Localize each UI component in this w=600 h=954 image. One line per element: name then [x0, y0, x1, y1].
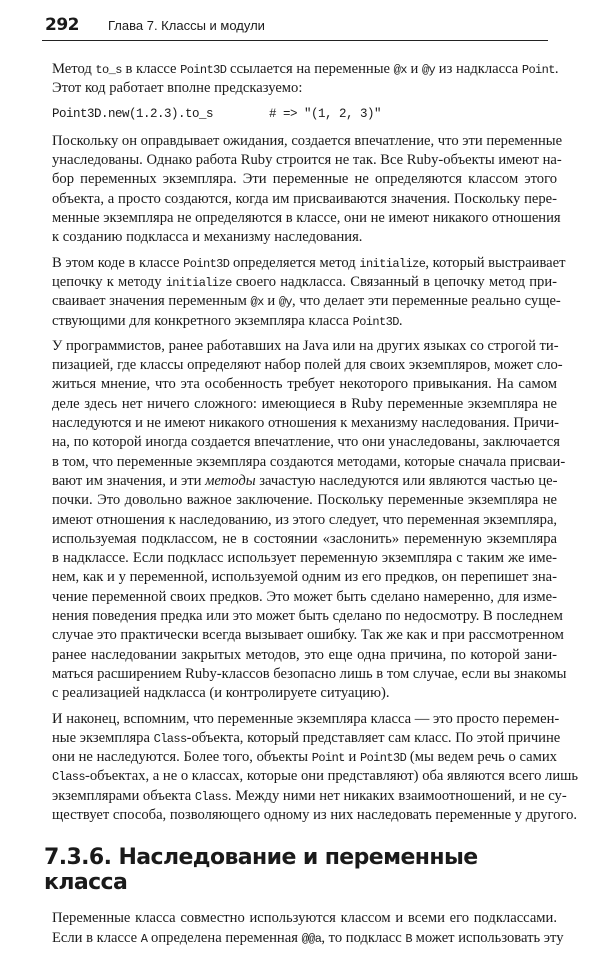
text: ществует способа, позволяющего одному из них наследовать переменные у другого.	[52, 806, 578, 823]
text: используемая подклассом, не в состоянии «заслонить» переменную экземпляра	[52, 530, 557, 547]
text: имеют отношения к наследованию, из этого следует, что переменная экземпляра,	[52, 511, 558, 528]
text: Этот код работает вполне предсказуемо:	[52, 80, 303, 97]
inline-code: @y	[421, 63, 436, 77]
paragraph	[52, 337, 567, 704]
text: деле здесь нет ничего сложного: имеющиеся в Ruby переменные экземпляра не	[52, 395, 557, 412]
inline-code: initialize	[165, 275, 232, 290]
text-line	[52, 767, 579, 786]
text: (мы ведем речь о самих	[406, 749, 557, 766]
text: бор переменных экземпляра. Эти переменные не определяются классом этого	[52, 171, 557, 188]
paragraph	[52, 132, 563, 248]
section-heading: 7.3.6. Наследование и переменные класса	[44, 845, 478, 896]
text-line	[52, 787, 567, 806]
text-line	[52, 748, 557, 767]
text: Поскольку он оправдывает ожидания, создается впечатление, что эти переменные	[52, 132, 563, 149]
text: в классе	[121, 61, 181, 77]
text: сваивает значения переменным	[52, 293, 251, 310]
paragraph	[52, 254, 566, 331]
text-line	[52, 665, 567, 684]
inline-code: Class	[194, 789, 228, 804]
text-line	[52, 472, 557, 491]
text-line	[52, 414, 557, 433]
inline-code: @y	[278, 295, 293, 310]
text: из надкласса	[435, 61, 522, 77]
text: почки. Это довольно важное заключение. Поскольку переменные экземпляра не	[52, 492, 557, 509]
text-line	[52, 729, 561, 748]
inline-code: Point	[311, 751, 345, 766]
inline-code: to_s	[95, 63, 122, 77]
chapter-title: Глава 7. Классы и модули	[108, 18, 265, 33]
text: ствующими для конкретного экземпляра класса	[52, 312, 353, 329]
text: в надклассе. Если подкласс использует переменную экземпляра с таким же име-	[52, 550, 557, 567]
text-line	[52, 549, 557, 568]
text-line	[52, 132, 563, 151]
text-line	[52, 710, 560, 729]
text: унаследованы. Однако работа Ruby строится не так. Все Ruby-объекты имеют на-	[52, 152, 562, 169]
text: нения поведения предка или это может быть сделано по недосмотру. В последнем	[52, 608, 563, 625]
inline-code: @@a	[301, 931, 322, 946]
text: нем, как и у переменной, используемой одним из его предков, он перепишет зна-	[52, 569, 557, 586]
text: .	[554, 61, 559, 77]
text: может использовать эту	[411, 929, 564, 946]
text-line	[52, 79, 557, 98]
inline-code: Point3D	[183, 256, 230, 271]
text-line	[52, 530, 557, 549]
paragraph	[52, 710, 579, 826]
text: маться расширением Ruby-классов безопасно лишь в том случае, если вы знакомы	[52, 665, 567, 682]
text: на, по которой иногда создается впечатление, что они унаследованы, заключается	[52, 434, 561, 451]
inline-code: B	[405, 931, 412, 946]
text-line	[52, 491, 557, 510]
inline-code: A	[140, 931, 148, 946]
text-line	[52, 909, 557, 928]
inline-code: Point3D	[180, 63, 227, 77]
text: зачастую наследуются или являются частью це-	[255, 472, 558, 489]
text: случае это практически всегда вызывает ошибку. Так же как и при рассмотренном	[52, 627, 564, 644]
text-line	[52, 273, 557, 292]
text-line	[52, 254, 566, 273]
page-body	[44, 60, 579, 954]
text-line	[52, 190, 557, 209]
text: объекта, а просто создаются, когда им присваиваются значения. Поскольку пере-	[52, 190, 557, 207]
inline-code: Point	[521, 63, 555, 77]
text: и	[406, 61, 422, 77]
text-line	[52, 337, 557, 356]
text: наследуются и не имеют никакого отношения к механизму наследования. Причи-	[52, 415, 559, 432]
text-line	[52, 453, 566, 472]
text-line	[52, 395, 557, 414]
text-line	[52, 312, 557, 331]
text-line	[52, 626, 564, 645]
text: ные экземпляра	[52, 729, 154, 746]
page-number: 292	[45, 15, 79, 35]
text-line	[52, 60, 557, 79]
text: житься мнение, что эта особенность требует некоторого привыкания. На самом	[52, 376, 557, 393]
text: . Между ними нет никаких взаимоотношений, и не су-	[227, 787, 567, 804]
text: пизацией, где классы определяют набор полей для своих экземпляров, может сло-	[52, 357, 563, 374]
text: в том, что переменные экземпляра создаются методами, которые сначала присваи-	[52, 453, 566, 470]
running-header	[42, 12, 548, 41]
paragraph	[52, 909, 564, 948]
text: вают им значения, и эти	[52, 472, 206, 489]
text: цепочку к методу	[52, 273, 166, 290]
text-line	[52, 292, 561, 311]
text: В этом коде в классе	[52, 254, 184, 271]
text: и	[344, 749, 360, 766]
text-line	[52, 151, 562, 170]
text-line	[52, 375, 557, 394]
text: они не наследуются. Более того, объекты	[52, 749, 312, 766]
text: определяется метод	[229, 254, 360, 271]
inline-code: Point3D	[359, 751, 407, 766]
text-line	[52, 356, 563, 375]
text-line	[52, 806, 578, 825]
text: экземплярами объекта	[52, 787, 195, 804]
inline-code: initialize	[359, 256, 426, 271]
text: Если в классе	[52, 929, 141, 946]
text: менные экземпляра не определяются в классе, они не имеют никакого отношения	[52, 210, 561, 227]
text: и	[263, 293, 279, 310]
text: своего надкласса. Связанный в цепочку метод при-	[231, 273, 557, 290]
inline-code: Class	[153, 731, 187, 746]
text: У программистов, ранее работавших на Java или на других языках со строгой ти-	[52, 337, 559, 354]
inline-code: Class	[52, 770, 86, 785]
text: -объекта, который представляет сам класс. По этой причине	[186, 729, 561, 746]
text: ссылается на переменные	[226, 61, 394, 77]
inline-code: @x	[250, 295, 264, 310]
code-example: Point3D.new(1.2.3).to_s # => "(1, 2, 3)"	[52, 106, 382, 121]
text: чение переменной своих предков. Это может быть сделано намеренно, для изме-	[52, 588, 557, 605]
text-line	[52, 433, 561, 452]
text: .	[398, 312, 403, 329]
text: И наконец, вспомним, что переменные экземпляра класса — это просто перемен-	[52, 710, 560, 727]
text: , который выстраивает	[425, 254, 566, 271]
emphasis: методы	[205, 472, 256, 489]
text-line	[52, 228, 557, 247]
text: определена переменная	[147, 929, 302, 946]
text-line	[52, 511, 557, 530]
text-line	[52, 209, 561, 228]
text: Переменные класса совместно используются классом и всеми его подклассами.	[52, 910, 557, 927]
text: Метод	[52, 61, 96, 77]
text-line	[52, 607, 563, 626]
text: -объектах, а не о классах, которые они представляют) оба являются всего лишь	[85, 768, 579, 785]
text: к созданию подкласса и механизму наследования.	[52, 229, 363, 246]
text: с реализацией надкласса (и контролируете ситуацию).	[52, 685, 390, 702]
text-line	[52, 588, 557, 607]
inline-code: @x	[393, 63, 407, 77]
paragraph	[52, 60, 557, 99]
text-line	[52, 929, 564, 948]
inline-code: Point3D	[352, 314, 399, 329]
text: ранее наследовании закрытых методов, это еще одна причина, по которой зани-	[52, 646, 557, 663]
text-line	[52, 568, 557, 587]
text: , то подкласс	[321, 929, 406, 946]
text: , что делает эти переменные реально суще-	[292, 293, 561, 310]
text-line	[52, 646, 557, 665]
text-line	[52, 684, 557, 703]
text-line	[52, 170, 557, 189]
